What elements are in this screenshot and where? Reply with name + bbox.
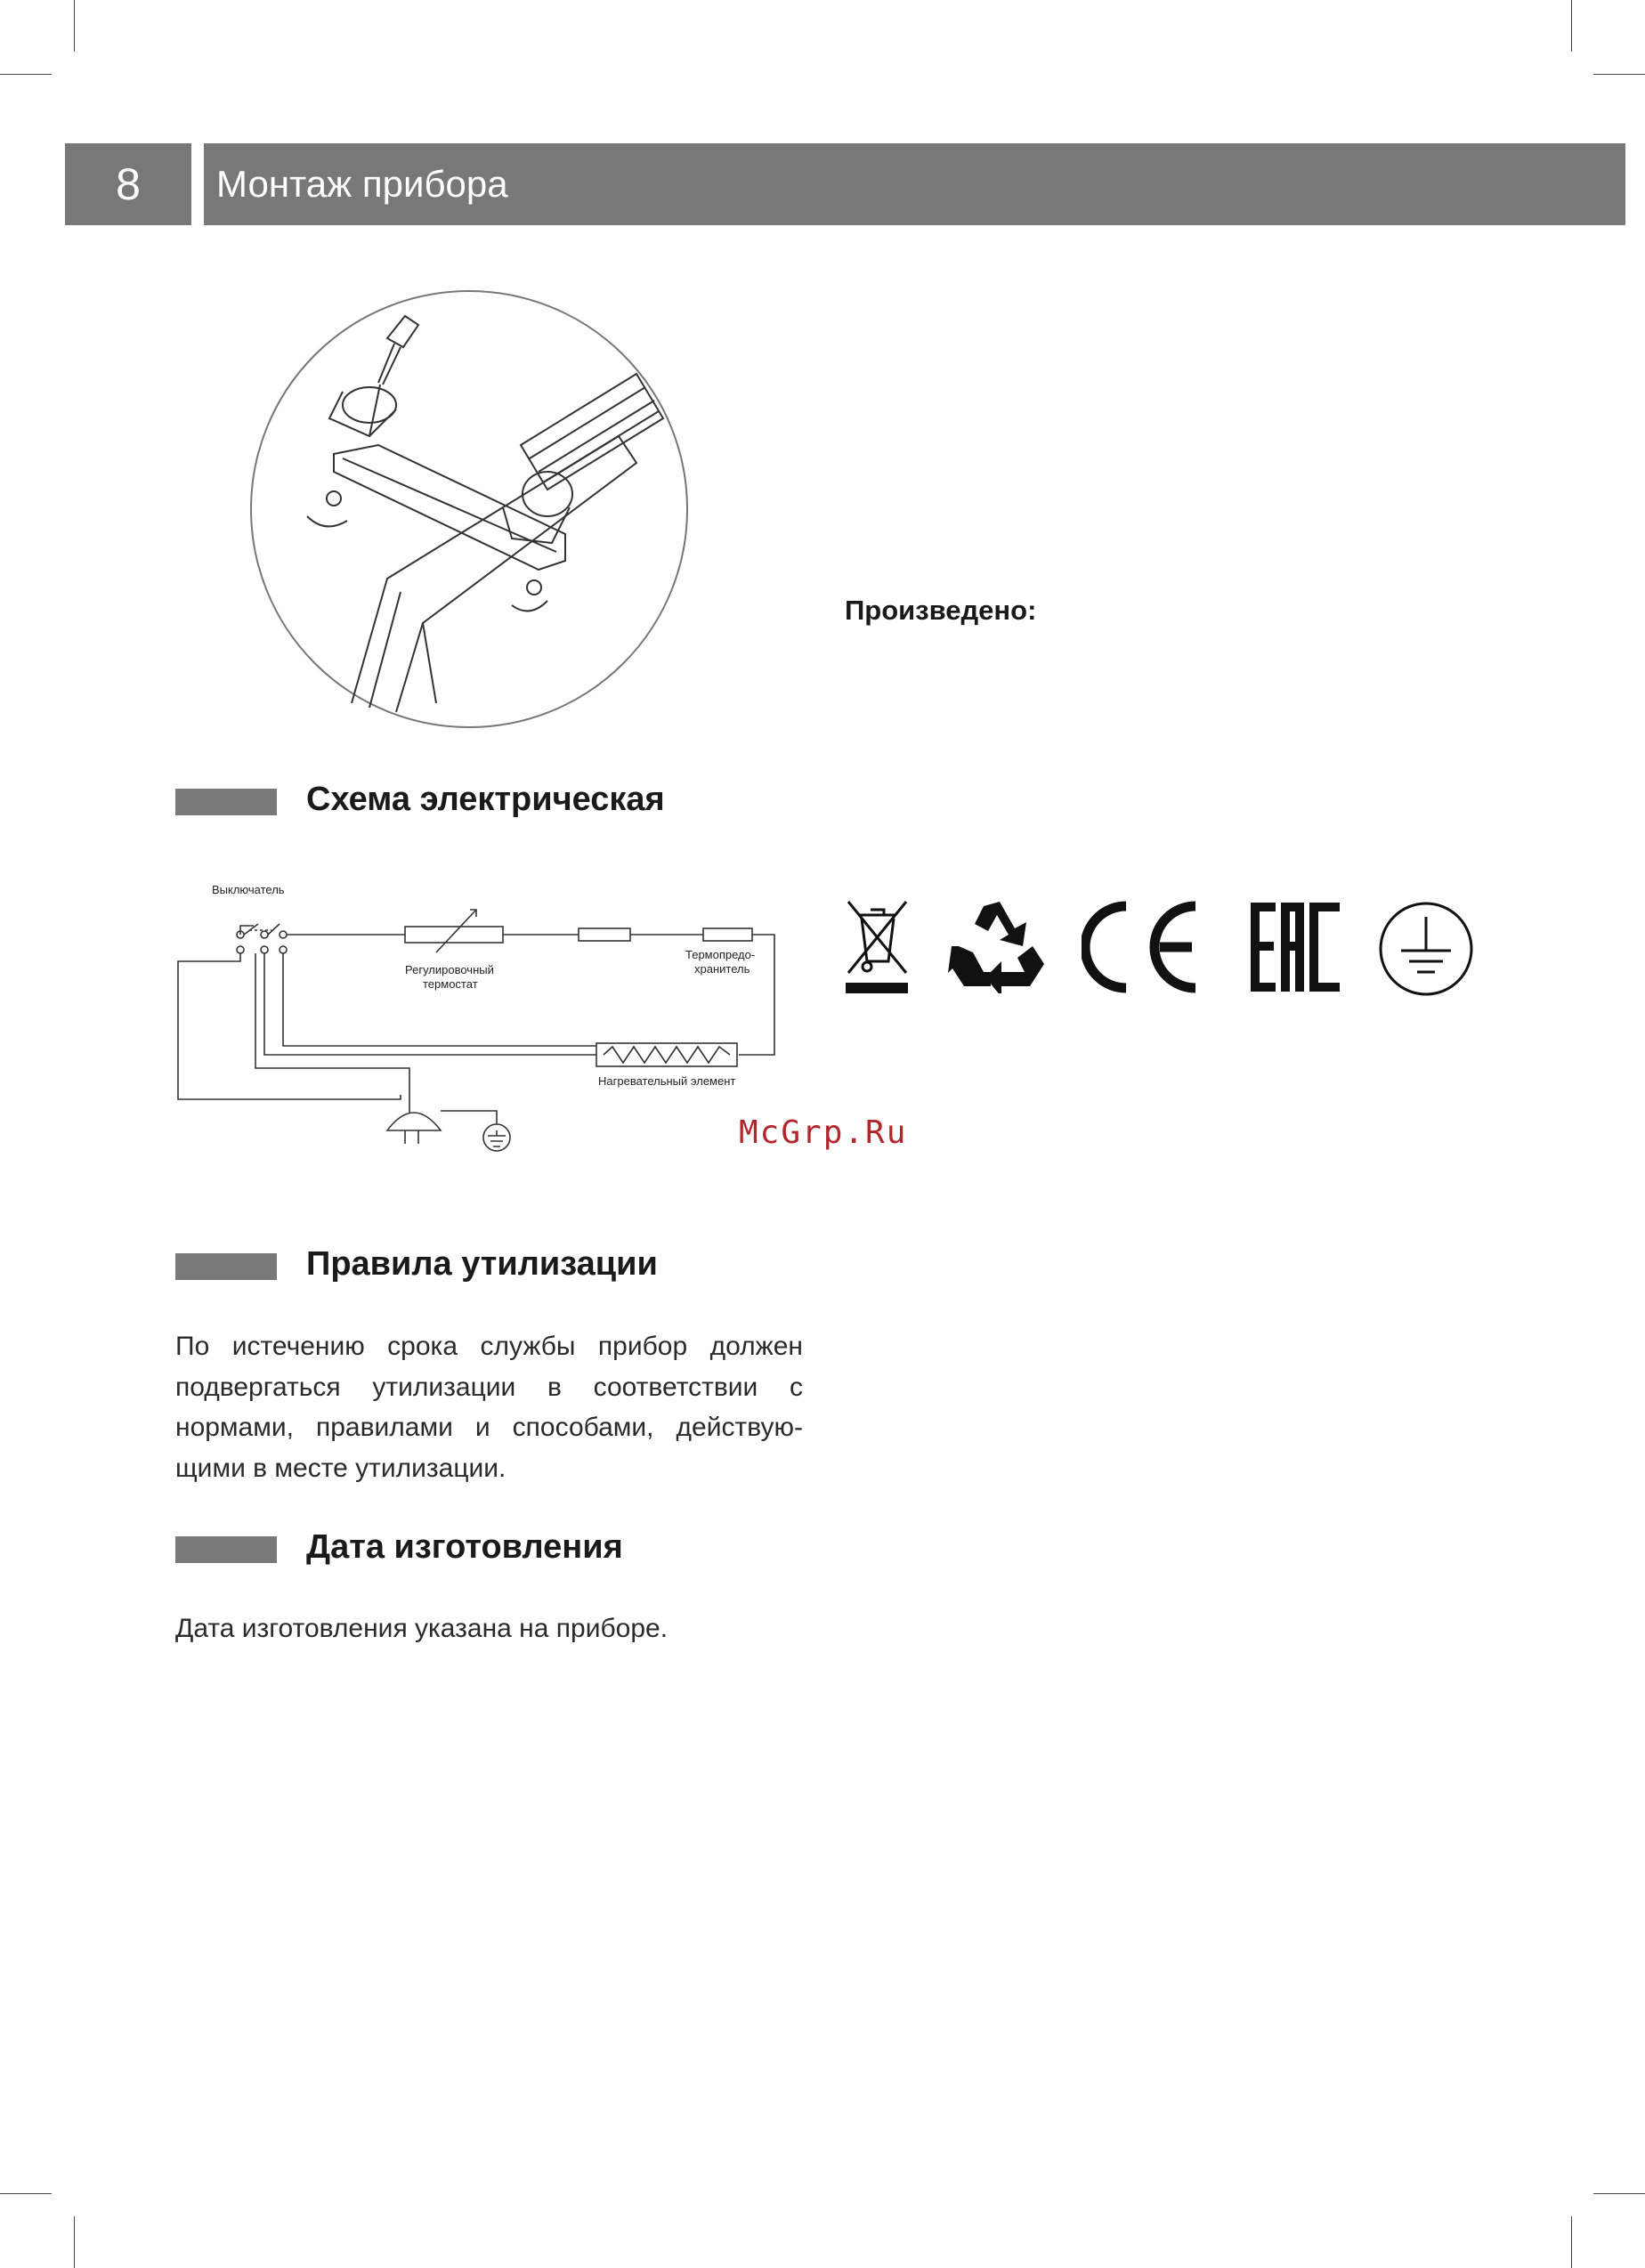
watermark: McGrp.Ru	[739, 1114, 908, 1151]
manufacturer-label: Произведено:	[845, 595, 1037, 626]
heater-label: Нагревательный элемент	[598, 1074, 736, 1088]
crop-mark	[0, 2193, 52, 2194]
crop-mark	[1593, 74, 1645, 75]
crop-mark	[74, 0, 75, 52]
crop-mark	[1571, 2216, 1572, 2268]
eac-mark	[1249, 901, 1341, 993]
fuse-label: Термопредо-	[685, 948, 756, 961]
crop-mark	[1593, 2193, 1645, 2194]
section-title-disposal: Правила утилизации	[306, 1245, 658, 1283]
thermostat-label: Регулировочный	[405, 963, 494, 976]
section-marker	[175, 789, 277, 815]
switch-label: Выключатель	[212, 883, 285, 896]
thermostat-label-2: термостат	[423, 977, 478, 991]
section-title-wiring: Схема электрическая	[306, 781, 665, 818]
section-marker	[175, 1536, 277, 1563]
page-title: Монтаж прибора	[216, 163, 508, 205]
crop-mark	[0, 74, 52, 75]
recycle-icon	[948, 897, 1048, 993]
wiring-diagram	[169, 872, 792, 1157]
disposal-text: По истечению срока службы прибор должен подвергаться утилизации в соответствии с нормами, правилами и способами, действую-щими в месте утилизации.	[175, 1332, 803, 1483]
fuse-label-2: хранитель	[694, 962, 750, 976]
weee-crossed-bin-icon	[844, 897, 911, 995]
section-title-manufacture-date: Дата изготовления	[306, 1528, 623, 1566]
section-marker	[175, 1253, 277, 1280]
crop-mark	[74, 2216, 75, 2268]
protective-earth-icon	[1378, 901, 1474, 997]
crop-mark	[1571, 0, 1572, 52]
page-number: 8	[65, 143, 191, 225]
page-header-bar	[204, 143, 1625, 225]
manufacture-date-text: Дата изготовления указана на приборе.	[175, 1614, 669, 1643]
mounting-illustration	[245, 285, 694, 734]
ce-mark	[1082, 899, 1211, 995]
